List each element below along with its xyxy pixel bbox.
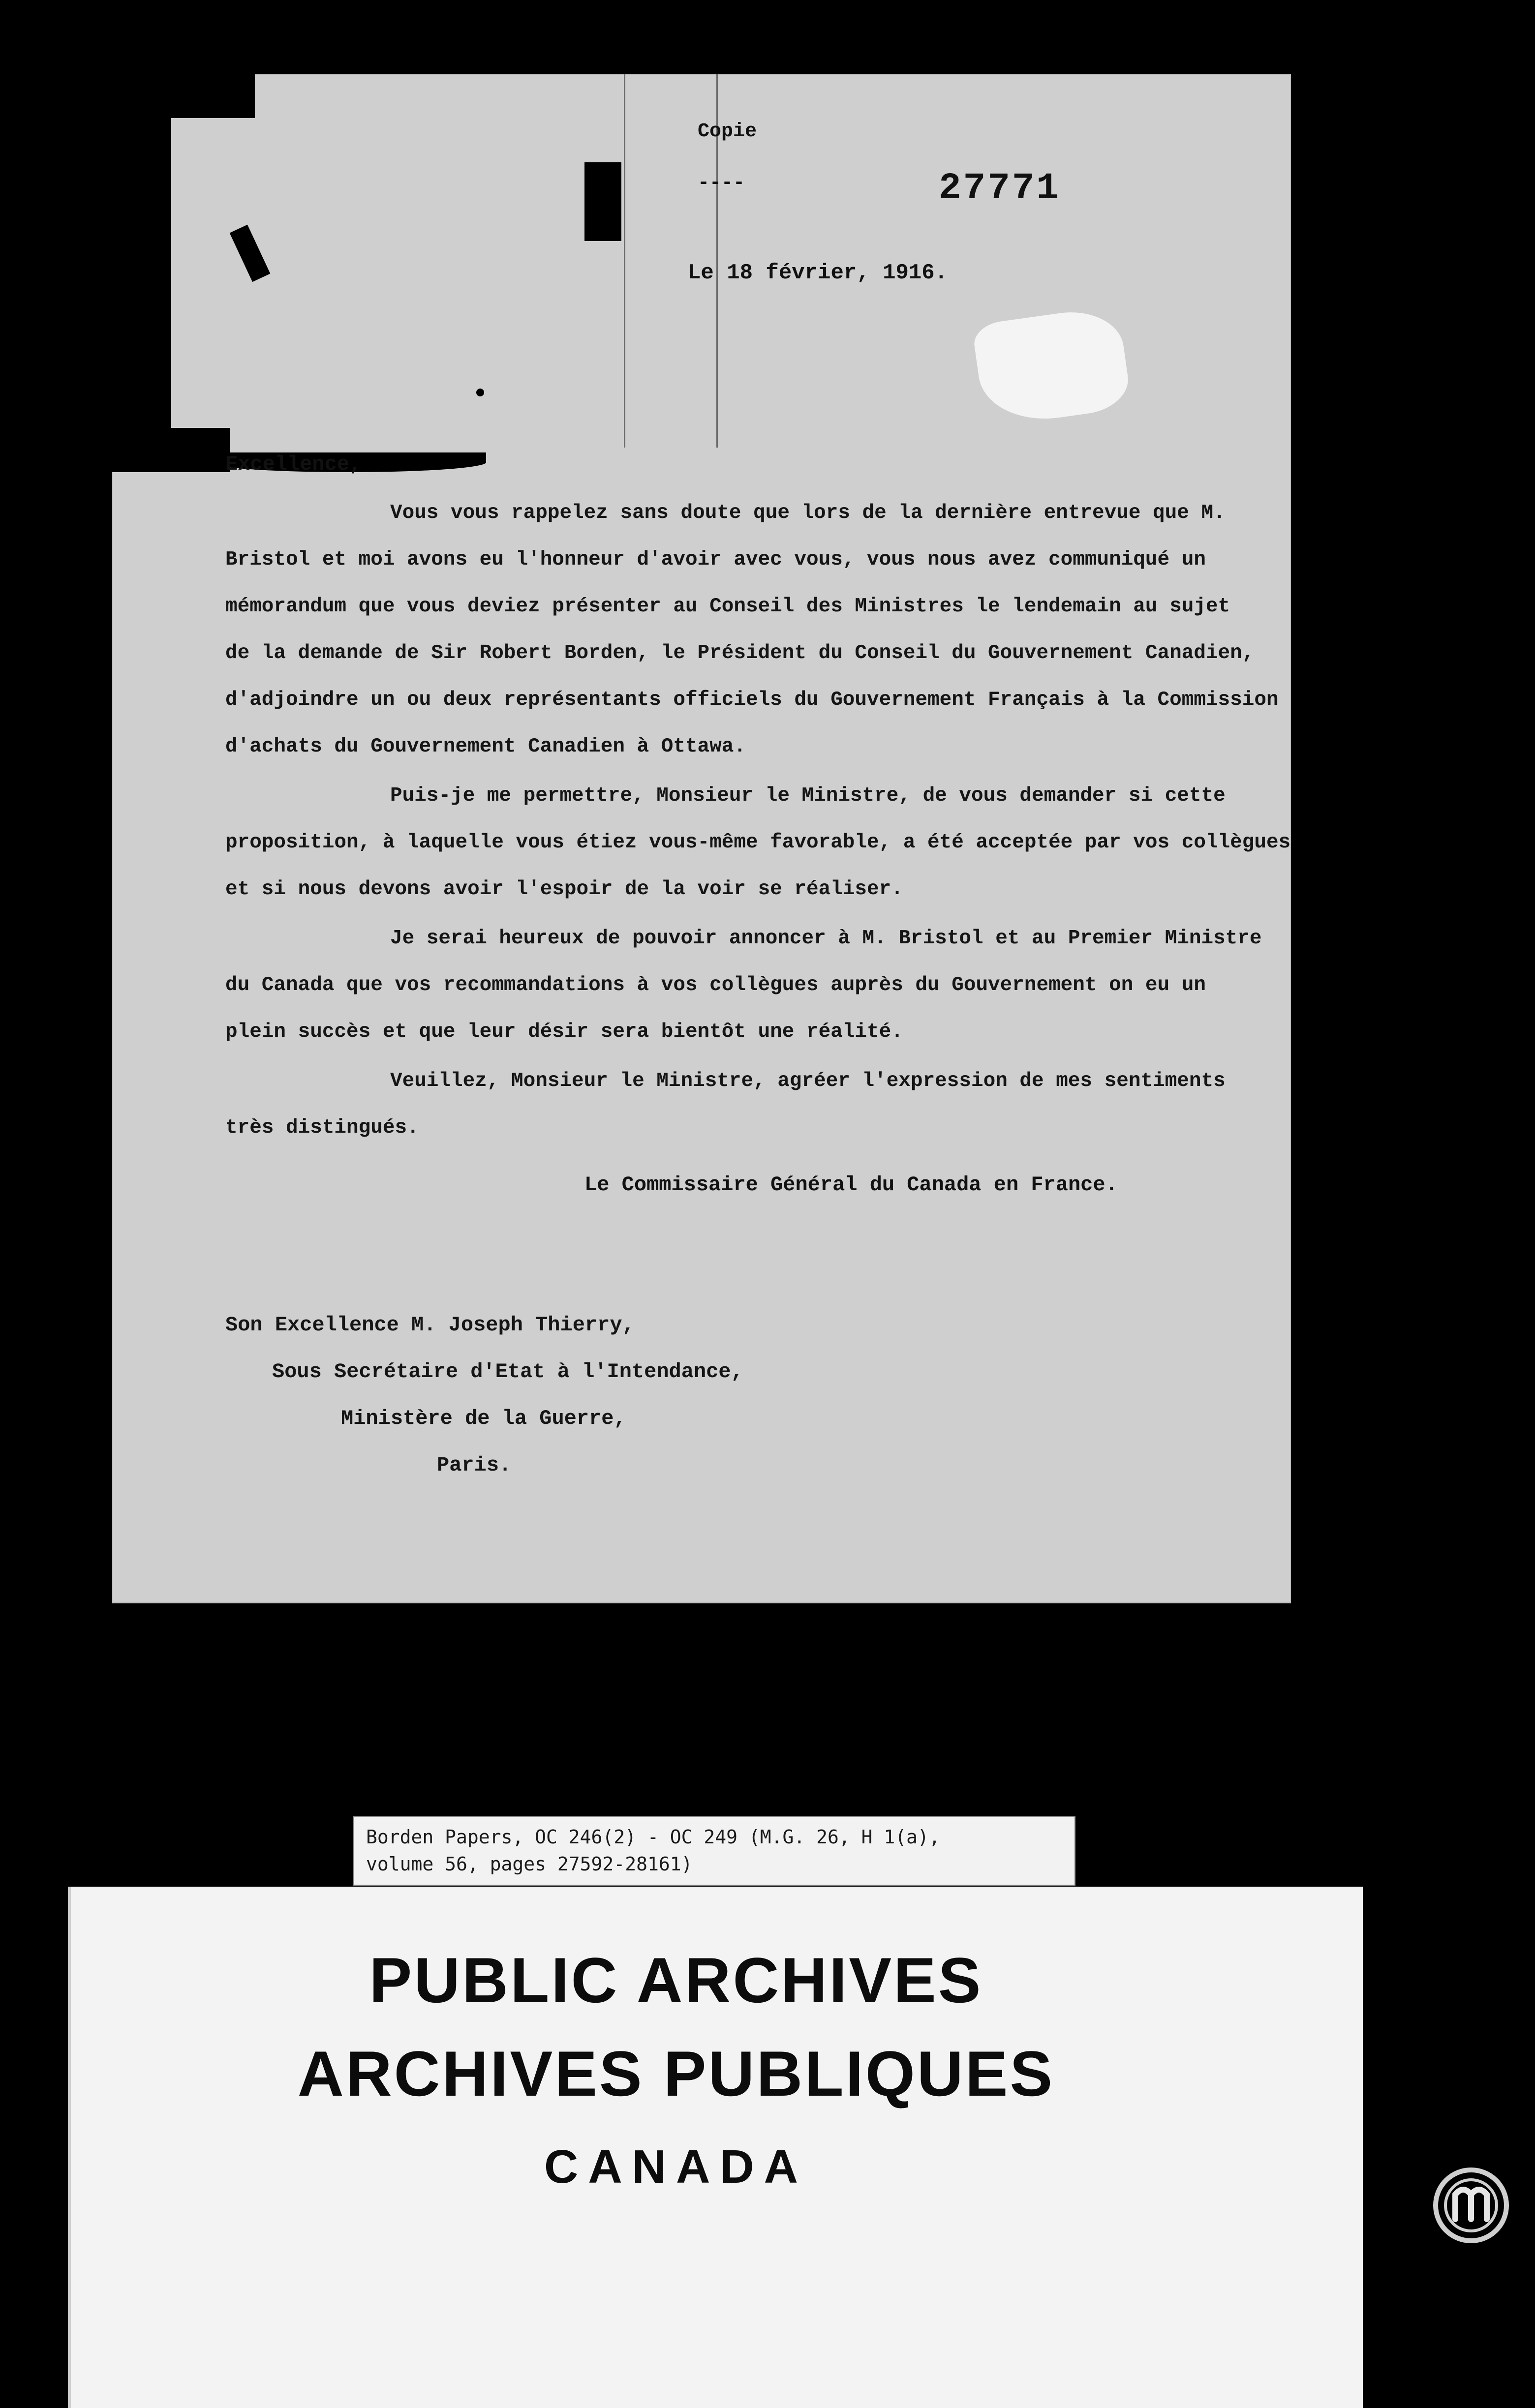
address-line: Son Excellence M. Joseph Thierry, — [225, 1313, 635, 1337]
document-number: 27771 — [939, 167, 1061, 210]
letter-sheet — [112, 74, 1291, 1603]
body-line: plein succès et que leur désir sera bientôt une réalité. — [225, 1021, 903, 1043]
archives-card — [68, 1887, 1363, 2408]
ink-mark — [211, 74, 245, 118]
body-line: Vous vous rappelez sans doute que lors de la dernière entrevue que M. — [390, 502, 1226, 524]
body-line: d'achats du Gouvernement Canadien à Ottawa. — [225, 735, 746, 758]
body-line: très distingués. — [225, 1116, 419, 1139]
archives-title-english: PUBLIC ARCHIVES — [369, 1944, 983, 2016]
body-line: du Canada que vos recommandations à vos collègues auprès du Gouvernement on eu un — [225, 974, 1206, 996]
address-line: Paris. — [437, 1453, 512, 1477]
torn-edge — [171, 428, 230, 472]
body-line: Veuillez, Monsieur le Ministre, agréer l'expression de mes sentiments — [390, 1070, 1226, 1092]
citation-line: volume 56, pages 27592-28161) — [366, 1853, 693, 1875]
signature-line: Le Commissaire Général du Canada en France. — [584, 1173, 1118, 1197]
body-line: Bristol et moi avons eu l'honneur d'avoir avec vous, vous nous avez communiqué un — [225, 548, 1206, 571]
body-line: proposition, à laquelle vous étiez vous-même favorable, a été acceptée par vos collègues — [225, 831, 1291, 854]
margin-rule — [624, 74, 625, 448]
body-line: et si nous devons avoir l'espoir de la voir se réaliser. — [225, 878, 903, 901]
address-line: Ministère de la Guerre, — [341, 1407, 626, 1430]
letter-date: Le 18 février, 1916. — [688, 261, 948, 285]
ink-spot — [476, 389, 484, 396]
body-line: d'adjoindre un ou deux représentants officiels du Gouvernement Français à la Commission — [225, 689, 1279, 711]
citation-line: Borden Papers, OC 246(2) - OC 249 (M.G. 26, H 1(a), — [366, 1826, 940, 1848]
archives-country: CANADA — [544, 2140, 808, 2193]
body-line: mémorandum que vous deviez présenter au Conseil des Ministres le lendemain au sujet — [225, 595, 1230, 618]
body-line: Puis-je me permettre, Monsieur le Ministre, de vous demander si cette — [390, 784, 1226, 807]
body-line: de la demande de Sir Robert Borden, le Président du Conseil du Gouvernement Canadien, — [225, 642, 1255, 664]
salutation: Excellence, — [225, 452, 362, 476]
paper-damage-patch — [972, 305, 1132, 428]
citation-strip — [353, 1816, 1075, 1886]
ink-mark — [230, 225, 271, 282]
archives-logo-icon — [1431, 2165, 1511, 2246]
copy-rule: ---- — [698, 172, 745, 194]
torn-edge — [112, 118, 171, 472]
body-line: Je serai heureux de pouvoir annoncer à M. Bristol et au Premier Ministre — [390, 927, 1262, 950]
copy-label: Copie — [698, 120, 757, 143]
address-line: Sous Secrétaire d'Etat à l'Intendance, — [272, 1360, 743, 1384]
archives-title-french: ARCHIVES PUBLIQUES — [297, 2038, 1055, 2109]
ink-mark — [584, 162, 621, 241]
